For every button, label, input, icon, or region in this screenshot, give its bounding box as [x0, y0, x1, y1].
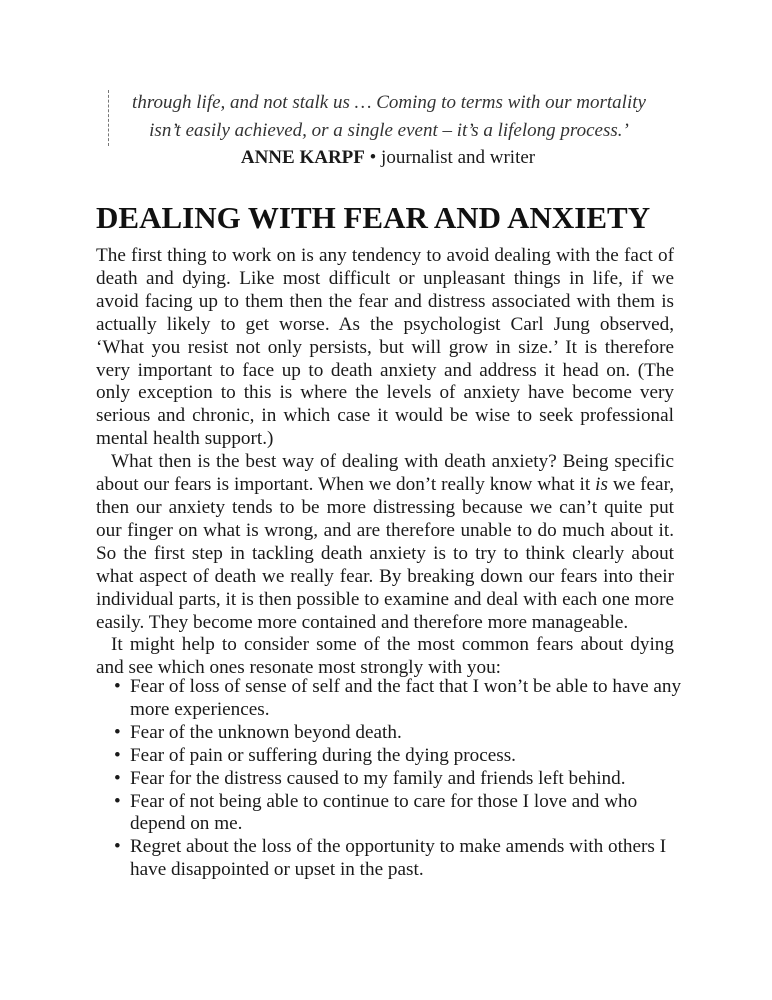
- bullet-dot: •: [114, 836, 121, 858]
- paragraph-2-part-2: we fear, then our anxiety tends to be more distressing because we can’t quite put our finger on what is wrong, and are therefore unable to do much about it. So the first step in tackling death anxiety is to try to think clearly about what aspect of death we really fear. By breaking down our fears into their individual parts, it is then possible to examine and deal with each one more easily. They become more contained and therefore more manageable.: [96, 474, 674, 633]
- bullet-dot: •: [114, 676, 121, 697]
- quote-author-role: journalist and writer: [381, 147, 536, 168]
- bullet-dot: •: [114, 767, 121, 789]
- bullet-dot: •: [114, 744, 121, 766]
- list-item: [114, 722, 684, 745]
- list-item: [114, 745, 684, 768]
- paragraph-1: The first thing to work on is any tendency to avoid dealing with the fact of death and dying. Like most difficult or unpleasant things in life, if we avoid facing up to them then the fear and distress associated with them is actually likely to get worse. As the psychologist Carl Jung observed, ‘What you resist not only persists, but will grow in size.’ It is therefore very important to face up to death anxiety and address it head on. (The only exception to this is where the levels of anxiety have become very serious and chronic, in which case it would be wise to seek professional mental health support.): [96, 245, 674, 450]
- list-item-text: Regret about the loss of the opportunity to make amends with others I have disappointed or upset in the past.: [130, 836, 667, 881]
- bullet-dot: •: [114, 790, 121, 812]
- epigraph-quote: [108, 90, 669, 146]
- paragraph-2: [96, 451, 674, 634]
- paragraph-3: It might help to consider some of the most common fears about dying and see which ones resonate most strongly with you:: [96, 634, 674, 679]
- list-item-text: Fear of the unknown beyond death.: [130, 721, 402, 743]
- fears-list: [114, 676, 684, 882]
- list-item-text: Fear of not being able to continue to care for those I love and who depend on me.: [130, 790, 638, 835]
- paragraph-2-part-1: What then is the best way of dealing with death anxiety? Being specific about our fears is important. When we don’t really know what it: [96, 451, 674, 496]
- bullet-dot: •: [114, 721, 121, 743]
- list-item-text: Fear of loss of sense of self and the fact that I won’t be able to have any more experiences.: [130, 676, 682, 720]
- attribution-separator: •: [364, 147, 382, 168]
- paragraph-2-emphasis: is: [595, 474, 608, 496]
- section-heading: DEALING WITH FEAR AND ANXIETY: [96, 200, 651, 235]
- quote-line-2: isn’t easily achieved, or a single event – it’s a lifelong process.’: [149, 120, 629, 141]
- body-text: [96, 245, 674, 680]
- quote-line-1: through life, and not stalk us … Coming to terms with our mortality: [132, 92, 646, 113]
- list-item-text: Fear for the distress caused to my family and friends left behind.: [130, 767, 626, 789]
- list-item: [114, 676, 684, 722]
- list-item: [114, 791, 684, 837]
- list-item-text: Fear of pain or suffering during the dying process.: [130, 744, 516, 766]
- quote-attribution: [108, 147, 668, 169]
- list-item: [114, 768, 684, 791]
- quote-author: ANNE KARPF: [240, 147, 365, 168]
- list-item: [114, 836, 684, 882]
